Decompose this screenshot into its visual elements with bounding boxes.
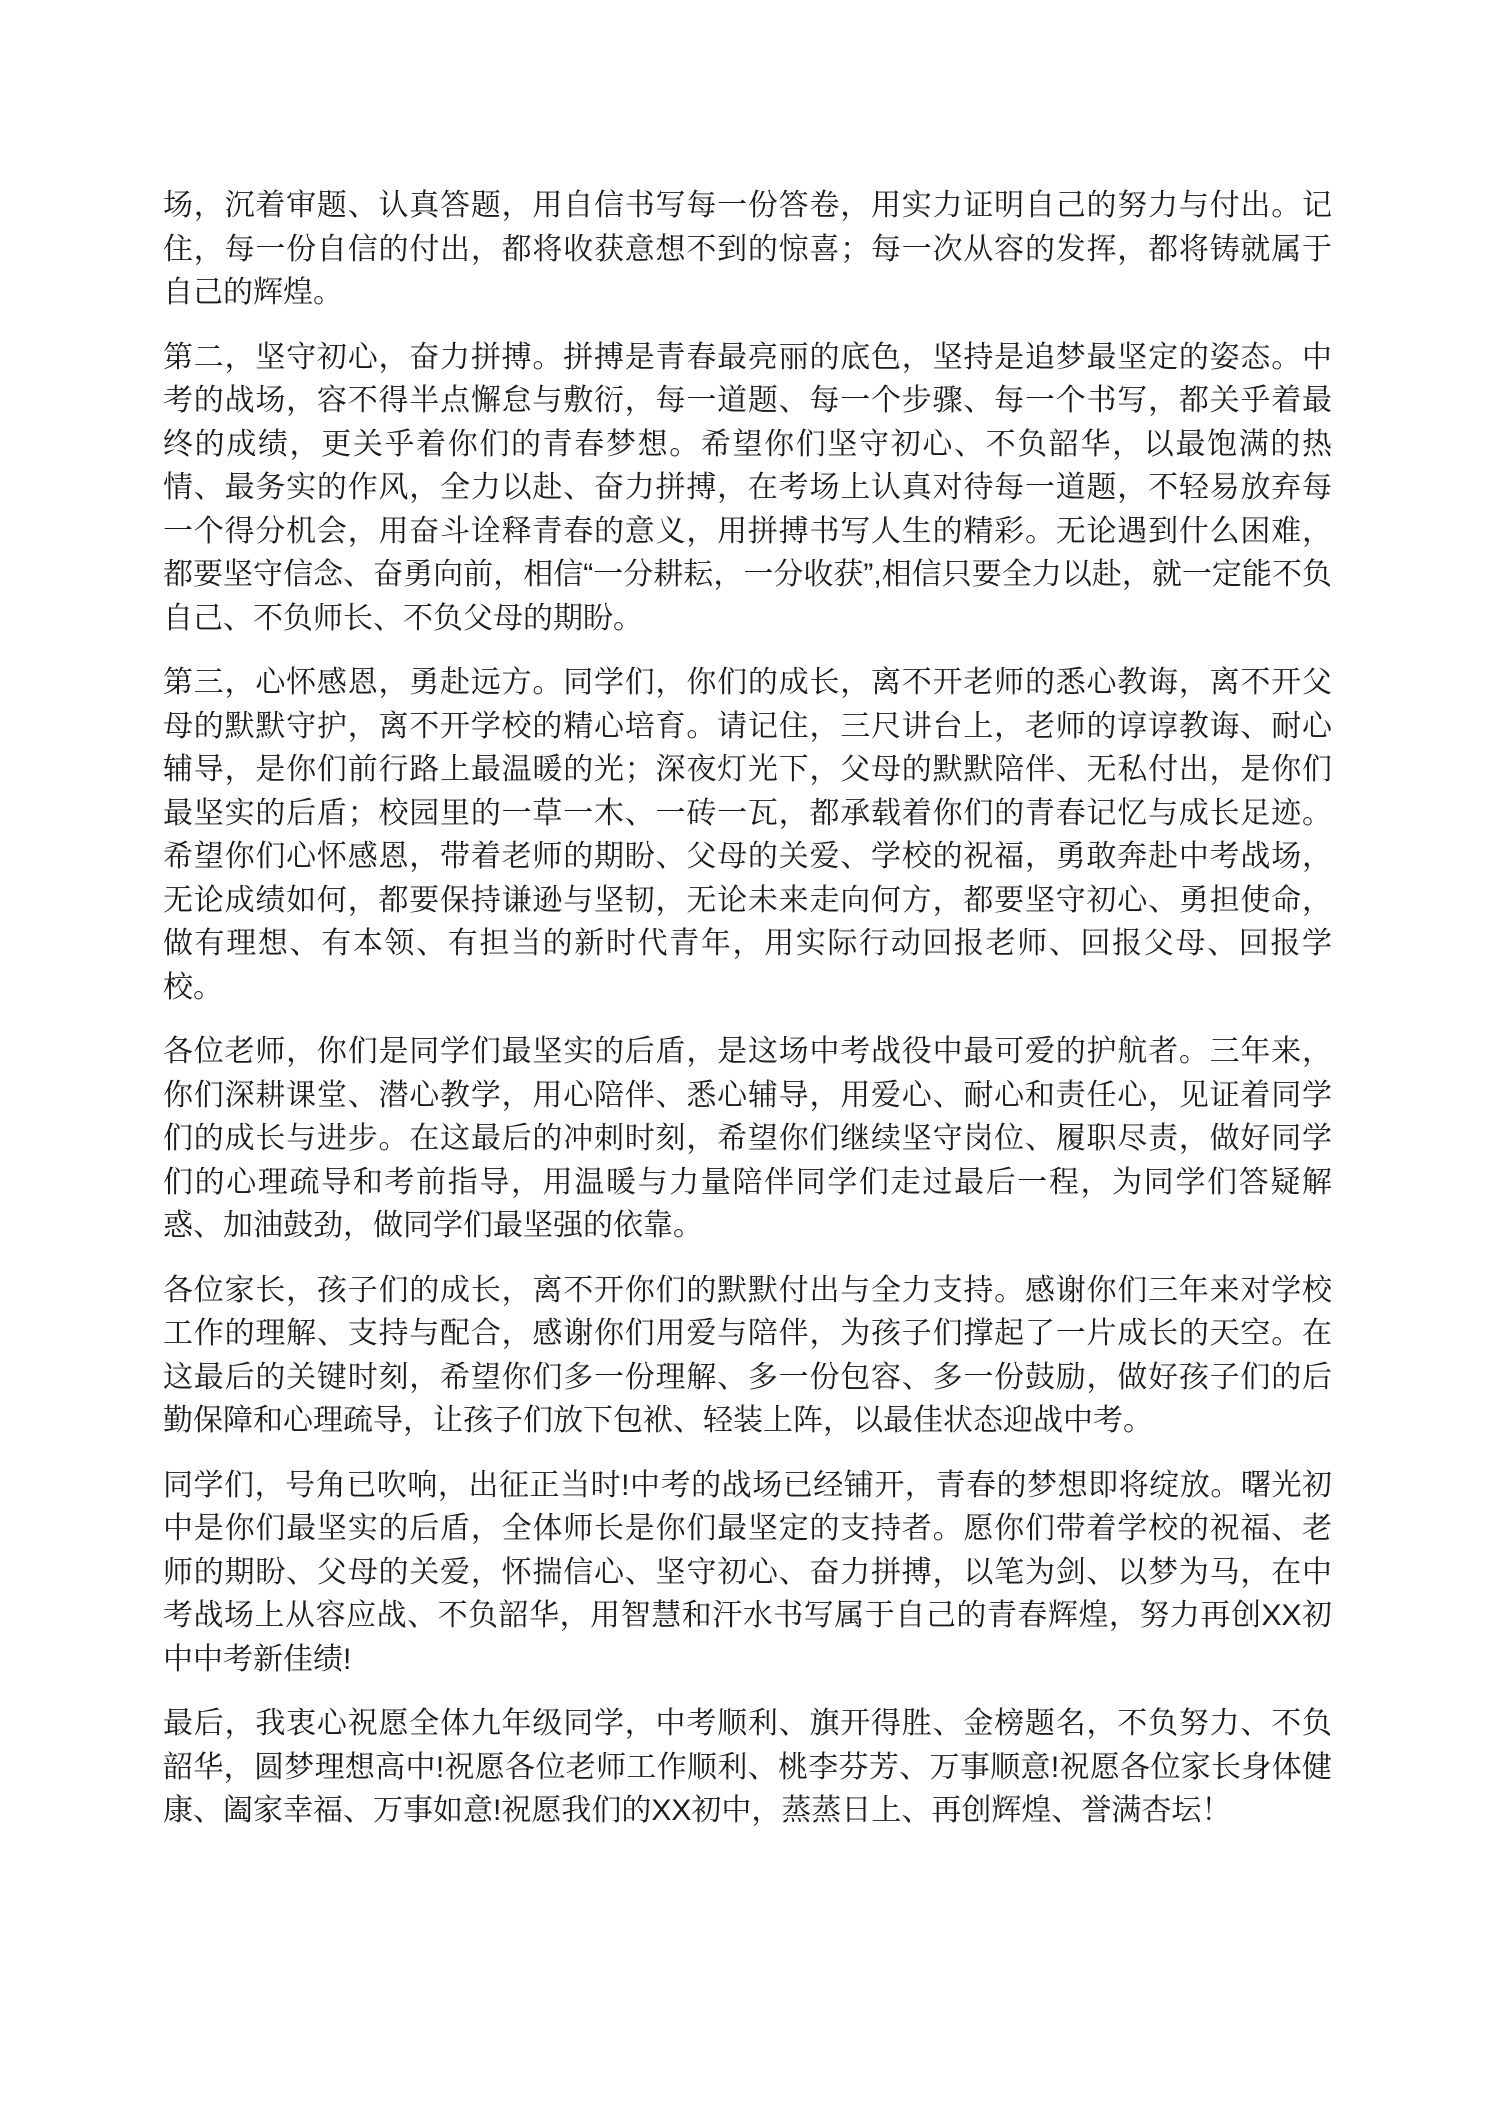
paragraph-to-teachers: 各位老师，你们是同学们最坚实的后盾，是这场中考战役中最可爱的护航者。三年来，你们深耕课堂、潜心教学，用心陪伴、悉心辅导，用爱心、耐心和责任心，见证着同学们的成长与进步。在这最后的冲刺时刻，希望你们继续坚守岗位、履职尽责，做好同学们的心理疏导和考前指导，用温暖与力量陪伴同学们走过最后一程，为同学们答疑解惑、加油鼓劲，做同学们最坚强的依靠。 [163, 1035, 1332, 1242]
paragraph-to-students: 同学们，号角已吹响，出征正当时!中考的战场已经铺开，青春的梦想即将绽放。曙光初中是你们最坚实的后盾，全体师长是你们最坚定的支持者。愿你们带着学校的祝福、老师的期盼、父母的关爱，怀揣信心、坚守初心、奋力拼搏，以笔为剑、以梦为马，在中考战场上从容应战、不负韶华，用智慧和汗水书写属于自己的青春辉煌，努力再创XX初中中考新佳绩! [163, 1468, 1332, 1676]
paragraph-point-two: 第二，坚守初心，奋力拼搏。拼搏是青春最亮丽的底色，坚持是追梦最坚定的姿态。中考的战场，容不得半点懈怠与敷衍，每一道题、每一个步骤、每一个书写，都关乎着最终的成绩，更关乎着你们的青春梦想。希望你们坚守初心、不负韶华，以最饱满的热情、最务实的作风，全力以赴、奋力拼搏，在考场上认真对待每一道题，不轻易放弃每一个得分机会，用奋斗诠释青春的意义，用拼搏书写人生的精彩。无论遇到什么困难，都要坚守信念、奋勇向前，相信“一分耕耘，一分收获”,相信只要全力以赴，就一定能不负自己、不负师长、不负父母的期盼。 [163, 340, 1332, 635]
document-text-block [163, 184, 1332, 1854]
paragraph-point-three: 第三，心怀感恩，勇赴远方。同学们，你们的成长，离不开老师的悉心教诲，离不开父母的默默守护，离不开学校的精心培育。请记住，三尺讲台上，老师的谆谆教诲、耐心辅导，是你们前行路上最温暖的光；深夜灯光下，父母的默默陪伴、无私付出，是你们最坚实的后盾；校园里的一草一木、一砖一瓦，都承载着你们的青春记忆与成长足迹。希望你们心怀感恩，带着老师的期盼、父母的关爱、学校的祝福，勇敢奔赴中考战场，无论成绩如何，都要保持谦逊与坚韧，无论未来走向何方，都要坚守初心、勇担使命，做有理想、有本领、有担当的新时代青年，用实际行动回报老师、回报父母、回报学校。 [163, 666, 1332, 1004]
paragraph-continuation: 场，沉着审题、认真答题，用自信书写每一份答卷，用实力证明自己的努力与付出。记住，每一份自信的付出，都将收获意想不到的惊喜；每一次从容的发挥，都将铸就属于自己的辉煌。 [163, 189, 1332, 309]
paragraph-to-parents: 各位家长，孩子们的成长，离不开你们的默默付出与全力支持。感谢你们三年来对学校工作的理解、支持与配合，感谢你们用爱与陪伴，为孩子们撑起了一片成长的天空。在这最后的关键时刻，希望你们多一份理解、多一份包容、多一份鼓励，做好孩子们的后勤保障和心理疏导，让孩子们放下包袱、轻装上阵，以最佳状态迎战中考。 [163, 1273, 1332, 1437]
paragraph-closing-wishes: 最后，我衷心祝愿全体九年级同学，中考顺利、旗开得胜、金榜题名，不负努力、不负韶华，圆梦理想高中!祝愿各位老师工作顺利、桃李芬芳、万事顺意!祝愿各位家长身体健康、阖家幸福、万事如意!祝愿我们的XX初中，蒸蒸日上、再创辉煌、誉满杏坛！ [163, 1707, 1332, 1827]
